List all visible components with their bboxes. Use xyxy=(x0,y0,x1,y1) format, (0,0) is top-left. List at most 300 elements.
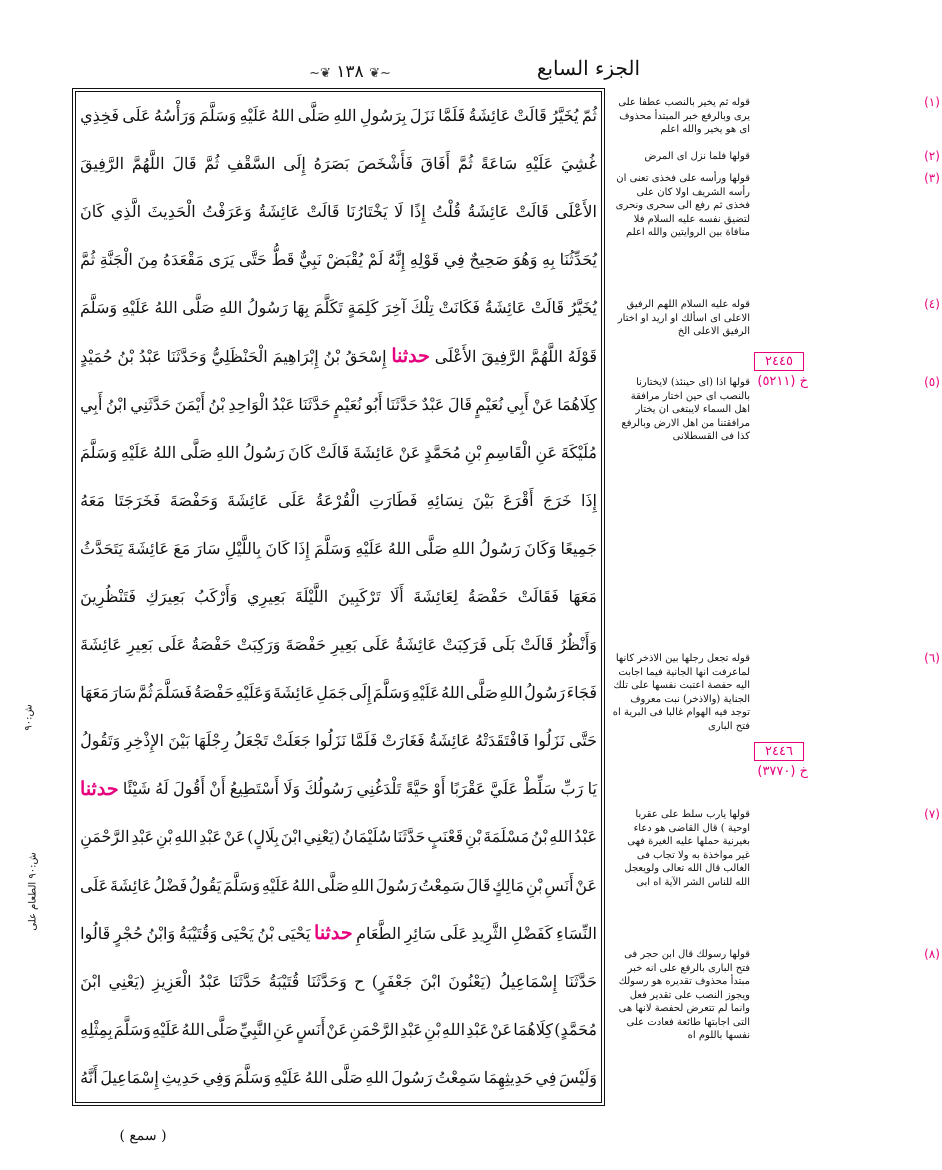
text-word: سَمِعْتُ xyxy=(435,1067,482,1087)
text-word: عَائِشَةَ xyxy=(80,635,122,655)
text-word: نُعَيْمٍ xyxy=(334,394,362,414)
text-word: بَصَرَهُ xyxy=(313,154,350,174)
text-word: أَسْتَطِيعُ xyxy=(229,779,279,799)
note-marker: (١) xyxy=(924,95,940,109)
text-word: بِمِثْلِهِ xyxy=(80,1019,113,1039)
text-line xyxy=(80,1006,597,1054)
text-word: الثَّرِيدِ xyxy=(471,923,508,943)
text-word: إِذَا xyxy=(580,490,597,510)
text-word: فَلَمَّا xyxy=(438,106,466,126)
text-word: اللهِ xyxy=(451,538,475,558)
text-word: عَلَيْهِ xyxy=(524,154,554,174)
text-word: الإِذْخِرِ xyxy=(124,731,164,751)
text-word: يَا xyxy=(587,779,597,799)
text-word: النِّسَاءِ xyxy=(556,923,597,943)
text-word: تَجْعَلُ xyxy=(233,731,269,751)
note-marker: (٧) xyxy=(924,807,940,821)
text-word: حَفْصَةَ xyxy=(285,635,326,655)
margin-note xyxy=(612,807,940,889)
text-word: اللَّهُمَّ xyxy=(530,346,563,366)
text-word: حدثنا xyxy=(391,345,430,368)
ornament-right-icon: ❦~ xyxy=(369,66,391,81)
text-word: رِجْلَهَا xyxy=(194,731,230,751)
text-word: كَانَ xyxy=(288,442,313,462)
text-word: جَمَلِ xyxy=(316,683,348,703)
text-word: رَسُولُ xyxy=(243,442,285,462)
text-line xyxy=(80,140,597,188)
text-word: سَارَ xyxy=(194,538,221,558)
note-marker: (٥) xyxy=(924,375,940,389)
text-word: يُقْبَضْ xyxy=(326,250,364,270)
note-text: قولها اذا (اى حينئذ) لايختارنا بالنصب اى حين اختار مرافقة اهل السماء لايبتغى ان يختار مرافقتنا من اهل الارض وبالرفع كذا فى القسطلانى xyxy=(621,377,750,442)
text-word: حَدَّثَنَا xyxy=(228,971,262,991)
text-word: قَالَ xyxy=(447,394,473,414)
text-word: عَلَى xyxy=(439,923,468,943)
text-word: فَطَارَتِ xyxy=(368,490,418,510)
text-word: حَتَّى xyxy=(568,731,597,751)
text-word: يَحْيَى xyxy=(277,923,311,943)
text-word: نِسَائِهِ xyxy=(426,490,464,510)
text-word: الطَّعَامِ xyxy=(356,923,402,943)
text-line xyxy=(80,92,597,140)
text-word: ابْنُ xyxy=(105,394,127,414)
text-word: ثُمَّ xyxy=(204,154,220,174)
text-word: اللهِ xyxy=(174,827,198,847)
text-line xyxy=(80,669,597,717)
text-word: عَائِشَةَ xyxy=(272,683,315,703)
text-word: عَبْدٌ xyxy=(421,394,445,414)
text-word: عَائِشَةُ xyxy=(484,298,527,318)
text-word: الْجَنَّةِ xyxy=(99,250,133,270)
text-word: أَنَّهُ xyxy=(80,1067,98,1087)
text-word: بَعِيرَكِ xyxy=(145,586,185,606)
text-word: شَيْئًا xyxy=(122,779,151,799)
text-word: بِهَا xyxy=(292,298,310,318)
text-word: قَعْنَبٍ xyxy=(427,827,464,847)
text-word: إِسْمَاعِيلَ xyxy=(100,1067,159,1087)
text-word: مَعَهَا xyxy=(568,586,597,606)
text-word: وَهُوَ xyxy=(513,250,538,270)
text-word: النَّبِيِّ xyxy=(239,1019,272,1039)
text-word: مُلَيْكَةَ xyxy=(560,442,597,462)
text-word: قَالَتْ xyxy=(530,298,564,318)
text-word: عَنْ xyxy=(575,875,597,895)
text-word: ثُمَّ xyxy=(80,250,96,270)
text-word: اللهُ xyxy=(441,683,465,703)
text-word: الرَّفِيقَ xyxy=(80,154,125,174)
text-word: بِلَالٍ) xyxy=(247,827,279,847)
text-word: مُحَمَّدٍ) xyxy=(554,1019,597,1039)
margin-note xyxy=(612,297,940,339)
text-word: أَنْ xyxy=(209,779,226,799)
main-text xyxy=(80,92,597,1102)
text-word: أَبُو xyxy=(365,394,383,414)
text-word: بْنِ xyxy=(525,875,543,895)
text-word: تَكَلَّمَ xyxy=(313,298,343,318)
text-word: عَائِشَةُ xyxy=(468,106,511,126)
text-word: ح xyxy=(354,971,365,991)
text-line xyxy=(80,1054,597,1102)
text-word: الأَعْلَى xyxy=(555,202,597,222)
text-word: عَائِشَةُ xyxy=(429,731,471,751)
text-line xyxy=(80,717,597,765)
text-word: فَسَلَّمَ xyxy=(154,683,193,703)
bukhari-reference: خ (٥٢١١) xyxy=(757,374,808,389)
text-word: فَرَكِبَتْ xyxy=(442,635,487,655)
text-word: عَائِشَةَ xyxy=(227,490,269,510)
text-word: حَدَّثَنَا xyxy=(385,394,419,414)
text-word: الرَّفِيقَ xyxy=(481,346,526,366)
margin-note xyxy=(612,149,940,164)
text-word: صَلَّى xyxy=(330,1067,363,1087)
note-marker: (٣) xyxy=(924,171,940,185)
text-word: وَعَرَفْتُ xyxy=(202,202,252,222)
text-word: نَبِيٌّ xyxy=(298,250,322,270)
text-word: يُخَيَّرُ xyxy=(568,298,597,318)
text-word: بَعِيرِ xyxy=(331,635,357,655)
text-word: وَسَلَّمَ xyxy=(199,106,237,126)
text-word: الَّذِي xyxy=(110,202,142,222)
text-word: وَفِي xyxy=(202,1067,232,1087)
text-line xyxy=(80,910,597,958)
text-word: اللهُ xyxy=(291,875,316,895)
text-word: عَنْ xyxy=(532,394,554,414)
text-word: خَرَجَ xyxy=(542,490,572,510)
text-word: قَوْلِهِ xyxy=(409,250,440,270)
text-word: الْحَدِيثَ xyxy=(147,202,196,222)
text-word: عَبْدُ xyxy=(272,394,295,414)
text-word: قُتَيْبَةُ xyxy=(268,971,300,991)
text-word: مَقْعَدَهُ xyxy=(162,250,204,270)
text-word: اللهِ xyxy=(216,442,240,462)
text-line xyxy=(80,284,597,332)
text-word: عَلَى xyxy=(80,875,109,895)
text-word: قَوْلَهُ xyxy=(567,346,597,366)
text-word: إِسْحَقُ xyxy=(344,346,387,366)
text-word: عَقْرَبًا xyxy=(449,779,486,799)
text-word: عَلَى xyxy=(278,490,307,510)
text-word: قُلْتُ xyxy=(432,202,461,222)
text-word: (يَعْنِي xyxy=(303,827,341,847)
text-word: كَلِمَةٍ xyxy=(347,298,379,318)
text-word: اللهِ xyxy=(333,106,357,126)
text-line xyxy=(80,381,597,429)
text-word: تَرْكَبِينَ xyxy=(337,586,381,606)
text-word: صَلَّى xyxy=(297,106,330,126)
text-word: صَلَّى xyxy=(316,875,350,895)
text-word: لَهُ xyxy=(155,779,169,799)
text-word: بْنِ xyxy=(464,827,482,847)
text-line xyxy=(80,236,597,284)
text-word: أَيْمَنَ xyxy=(174,394,205,414)
text-word: إِذَا xyxy=(293,538,310,558)
text-word: عَائِشَةَ xyxy=(127,538,170,558)
text-word: حَدَّثَنَا xyxy=(393,827,426,847)
text-word: بْنُ xyxy=(257,923,274,943)
text-word: حَدِيثِ xyxy=(161,1067,200,1087)
text-word: كَانَ xyxy=(80,202,105,222)
text-word: عَلَى xyxy=(362,635,391,655)
text-word: لَمْ xyxy=(367,250,384,270)
text-word: حَفْصَةُ xyxy=(191,635,232,655)
text-word: مَعَهَا xyxy=(80,683,109,703)
text-word: حَدَّثَنَا xyxy=(564,971,597,991)
text-word: وَلَا xyxy=(283,779,301,799)
side-tab: ش:٩٠ xyxy=(23,704,35,731)
text-word: اللهِ xyxy=(499,683,523,703)
text-word: حَتَّى xyxy=(238,250,267,270)
text-word: بِرَسُولِ xyxy=(359,106,407,126)
text-word: عَلَيْهِ xyxy=(239,106,268,126)
note-text: قولها ورأسه على فخذى تعنى ان رأسه الشريف اولا كان على فخذى ثم رفع الى سحرى ونحرى لتضيق نفسه عليه السلام فلا منافاة بين الروايتين والله اعلم xyxy=(615,173,750,238)
text-word: الرَّحْمَنِ xyxy=(349,1019,399,1039)
text-word: ثُمَّ xyxy=(457,154,473,174)
text-word: وَحَفْصَةَ xyxy=(169,490,218,510)
text-word: ابْنَ xyxy=(419,971,441,991)
text-word: اللهِ xyxy=(549,827,573,847)
text-word: وَرَأْسُهُ xyxy=(153,106,196,126)
text-word: عَائِشَةُ xyxy=(467,202,510,222)
text-word: يَخْتَارُنَا xyxy=(346,202,388,222)
margin-note xyxy=(612,651,940,733)
text-line xyxy=(80,332,597,380)
text-word: اللَّهُمَّ xyxy=(131,154,165,174)
text-word: وَسَلَّمَ xyxy=(80,442,118,462)
text-word: وَسَلَّمَ xyxy=(233,1067,272,1087)
text-word: قَالَتْ xyxy=(515,202,549,222)
text-word: اللهِ xyxy=(441,1019,466,1039)
text-word: (يَعْنِي xyxy=(108,971,146,991)
hadith-number-box: ٢٤٤٥ xyxy=(754,352,804,371)
text-word: حَفْصَةُ xyxy=(193,683,235,703)
text-word: بَيْنَ xyxy=(472,490,494,510)
text-word: حَيَّةً xyxy=(405,779,429,799)
text-word: الْعَزِيزِ xyxy=(152,971,192,991)
text-word: عَبْدُ xyxy=(198,971,222,991)
text-word: رَسُولُ xyxy=(524,683,566,703)
text-word: أَقُولَ xyxy=(172,779,205,799)
text-word: وَقُتَيْبَةُ xyxy=(178,923,218,943)
text-word: وَكَانَ xyxy=(524,538,557,558)
text-word: صَلَّى xyxy=(182,298,215,318)
text-word: عَلَيْهِ xyxy=(120,442,150,462)
text-word: عَبْدِ xyxy=(400,1019,423,1039)
note-text: قوله ثم يخير بالنصب عطفا على يرى وبالرفع خبر المبتدأ محذوف اى هو يخير والله اعلم xyxy=(618,97,750,135)
text-word: عَنْ xyxy=(398,442,421,462)
text-word: فَضْلُ xyxy=(153,875,188,895)
text-line xyxy=(80,573,597,621)
text-word: وَأَرْكَبُ xyxy=(194,586,238,606)
text-word: سَاعَةً xyxy=(480,154,518,174)
text-word: عَلَيْهِ xyxy=(121,298,150,318)
text-word: فَافْتَقَدَتْهُ xyxy=(475,731,530,751)
text-word: إِذًا xyxy=(409,202,426,222)
text-word: وَتَقُولُ xyxy=(80,731,121,751)
text-word: بَلَى xyxy=(491,635,516,655)
text-line xyxy=(80,765,597,813)
text-word: عَبْدِ xyxy=(131,827,155,847)
text-word: سَلِّطْ xyxy=(522,779,557,799)
text-word: عَلَى xyxy=(157,635,187,655)
text-word: رَسُولُ xyxy=(246,298,288,318)
text-word: ثُمَّ xyxy=(137,683,153,703)
note-text: قولها فلما نزل اى المرض xyxy=(644,151,750,162)
text-word: عَلَيْهِ xyxy=(273,1067,302,1087)
text-word: اللهُ xyxy=(304,1067,328,1087)
text-word: عَنْ xyxy=(490,1019,513,1039)
note-marker: (٦) xyxy=(924,651,940,665)
text-word: وَسَلَّمَ xyxy=(223,875,261,895)
text-word: ثُمّ xyxy=(581,106,597,126)
text-line xyxy=(80,621,597,669)
text-word: عَلَيَّ xyxy=(489,779,518,799)
juz-label: الجزء السابع xyxy=(536,56,640,80)
text-word: حَدَّثَنِي xyxy=(130,394,172,414)
text-word: بْنُ xyxy=(323,346,341,366)
text-word: حُمَيْدٍ xyxy=(80,346,113,366)
text-word: مَالِكٍ xyxy=(492,875,525,895)
margin-note xyxy=(612,95,940,137)
text-word: مَعَهُ xyxy=(80,490,105,510)
note-text: قولها رسولك قال ابن حجر فى فتح البارى بالرفع على انه خبر مبتدأ محذوف تقديره هو رسولك ويجوز النصب على تقدير فعل وانما لم تتعرض لحفصة لانها هى التى اجابتها طائعة فعادت على نفسها باللوم اه xyxy=(618,949,750,1041)
text-word: أَنَسِ xyxy=(544,875,574,895)
text-word: عَنْ xyxy=(223,827,246,847)
page-footer-signature: ( سمع ) xyxy=(119,1128,167,1144)
text-word: مَعَ xyxy=(173,538,191,558)
text-word: يُحَدِّثُنَا xyxy=(559,250,597,270)
text-word: بِهِ xyxy=(542,250,556,270)
text-word: عَائِشَةَ xyxy=(353,442,395,462)
text-word: وَسَلَّمَ xyxy=(372,683,410,703)
text-word: حَدَّثَنَا xyxy=(298,394,331,414)
text-word: الْقَاسِمِ xyxy=(485,442,532,462)
text-word: نَزَلُوا xyxy=(315,731,347,751)
text-word: بْنُ xyxy=(117,346,134,366)
text-word: أَقْرَعَ xyxy=(503,490,534,510)
text-word: لَا xyxy=(394,202,404,222)
text-word: عَبْدُ xyxy=(574,827,597,847)
text-word: بَيْنَ xyxy=(168,731,190,751)
text-word: عَنِ xyxy=(535,442,558,462)
text-word: حَفْصَةُ xyxy=(467,586,509,606)
text-word: ابْنَ xyxy=(80,971,102,991)
text-word: صَلَّى xyxy=(180,442,213,462)
text-word: رَسُولَ xyxy=(391,1067,433,1087)
text-word: جَعْفَرٍ) xyxy=(371,971,413,991)
text-word: بِاللَّيْلِ xyxy=(224,538,262,558)
text-word: عَلَيْهِ xyxy=(355,538,384,558)
text-line xyxy=(80,188,597,236)
text-word: فَكَانَتْ xyxy=(438,298,480,318)
text-word: رَسُولُكَ xyxy=(304,779,353,799)
text-word: يَحْيَى xyxy=(220,923,254,943)
text-word: عَلَيْهِ xyxy=(261,875,291,895)
text-word: أَلَا xyxy=(390,586,404,606)
text-line xyxy=(80,429,597,477)
text-word: كِلَاهُمَا xyxy=(513,1019,553,1039)
text-word: قَالَ xyxy=(466,875,491,895)
text-word: عَلَيْهِ xyxy=(411,683,440,703)
text-word: اللهُ xyxy=(181,1019,205,1039)
text-word: يُخَيَّرُ xyxy=(550,106,579,126)
text-word: فَلَمَّا xyxy=(350,731,378,751)
text-word: فَأَشْخَصَ xyxy=(357,154,413,174)
text-word: إِسْمَاعِيلُ xyxy=(498,971,558,991)
ornament-left-icon: ~❦ xyxy=(309,66,331,81)
page-number xyxy=(290,62,410,82)
text-word: اللهِ xyxy=(365,1067,389,1087)
text-word: قَالَتْ xyxy=(520,635,554,655)
text-word: حدثنا xyxy=(314,922,353,945)
text-word: فَجَاءَ xyxy=(566,683,597,703)
margin-note xyxy=(612,171,940,240)
text-word: كَفَضْلِ xyxy=(510,923,553,943)
text-word: الْوَاحِدِ xyxy=(228,394,269,414)
text-word: حَدِيثِهِمَا xyxy=(483,1067,533,1087)
text-word: ابْنَ xyxy=(280,827,302,847)
text-word: وَأَنْظُرُ xyxy=(558,635,597,655)
hadith-number-box: ٢٤٤٦ xyxy=(754,742,804,761)
text-word: صَلَّى xyxy=(415,538,448,558)
text-word: آخِرَ xyxy=(382,298,407,318)
text-word: إِبْرَاهِيمَ xyxy=(272,346,319,366)
text-word: اللهُ xyxy=(154,298,178,318)
text-word: بْنِ xyxy=(464,442,482,462)
text-word: كِلَاهُمَا xyxy=(557,394,597,414)
text-word: قَالَتْ xyxy=(316,442,350,462)
text-word: عَنِ xyxy=(272,1019,295,1039)
page-number-value: ١٣٨ xyxy=(336,62,364,82)
text-word: أَوْ xyxy=(433,779,446,799)
text-word: أَبِي xyxy=(506,394,529,414)
note-text: قوله تجعل رجلها بين الاذخر كانها لماعرفت انها الجانية فيما اجابت اليه حفصة اعتبت نفسها على تلك الجناية (والاذخر) نبت معروف توجد فيه الهوام غالبا فى البرية اه فتح البارى xyxy=(612,653,750,732)
side-tab: ش:٩٠ الطعام على xyxy=(27,852,39,931)
text-word: إِنَّهُ xyxy=(387,250,406,270)
text-word: قَالَتْ xyxy=(513,106,547,126)
text-word: صَلَّى xyxy=(465,683,499,703)
text-word: وَسَلَّمَ xyxy=(314,538,352,558)
text-word: قَالَ xyxy=(172,154,197,174)
text-word: سَمِعْتُ xyxy=(418,875,465,895)
text-word: عَلَيْهِ xyxy=(152,1019,181,1039)
text-word: وَسَلَّمَ xyxy=(113,1019,151,1039)
text-word: صَحِيحٌ xyxy=(469,250,509,270)
text-word: اللَّيْلَةَ xyxy=(294,586,329,606)
margin-note xyxy=(612,947,940,1043)
text-word: اللهُ xyxy=(153,442,177,462)
text-word: رَسُولَ xyxy=(375,875,417,895)
text-word: فِي xyxy=(535,1067,557,1087)
note-text: قوله عليه السلام اللهم الرفيق الاعلى اى اسألك او اريد او اختار الرفيق الاعلى الخ xyxy=(617,299,750,337)
text-line xyxy=(80,525,597,573)
text-word: بَعِيرِ xyxy=(126,635,153,655)
text-word: تِلْكَ xyxy=(410,298,434,318)
text-word: أَفَاقَ xyxy=(420,154,451,174)
text-word: وَرَكِبَتْ xyxy=(236,635,281,655)
bukhari-reference: خ (٣٧٧٠) xyxy=(757,764,808,779)
text-word: صَلَّى xyxy=(205,1019,239,1039)
text-word: لِعَائِشَةَ xyxy=(413,586,459,606)
note-text: قولها يارب سلط على عقربا اوحية ) قال القاضى هو دعاء بغيرنية حملها عليه الغيرة فهى غير مواخذة به ولا تجاب فى الغالب قال الله تعالى ولويعجل الله للناس الشر الآية اه ابى xyxy=(624,809,750,888)
text-word: عَبْدُ xyxy=(138,346,162,366)
text-word: اللهِ xyxy=(350,875,374,895)
text-word: وَلَيْسَ xyxy=(559,1067,597,1087)
text-word: بْنُ xyxy=(530,827,548,847)
text-word: وَعَلَيْهِ xyxy=(235,683,272,703)
text-word: فَقَالَتْ xyxy=(517,586,559,606)
note-marker: (٨) xyxy=(924,947,940,961)
text-word: حُجْرٍ xyxy=(113,923,143,943)
